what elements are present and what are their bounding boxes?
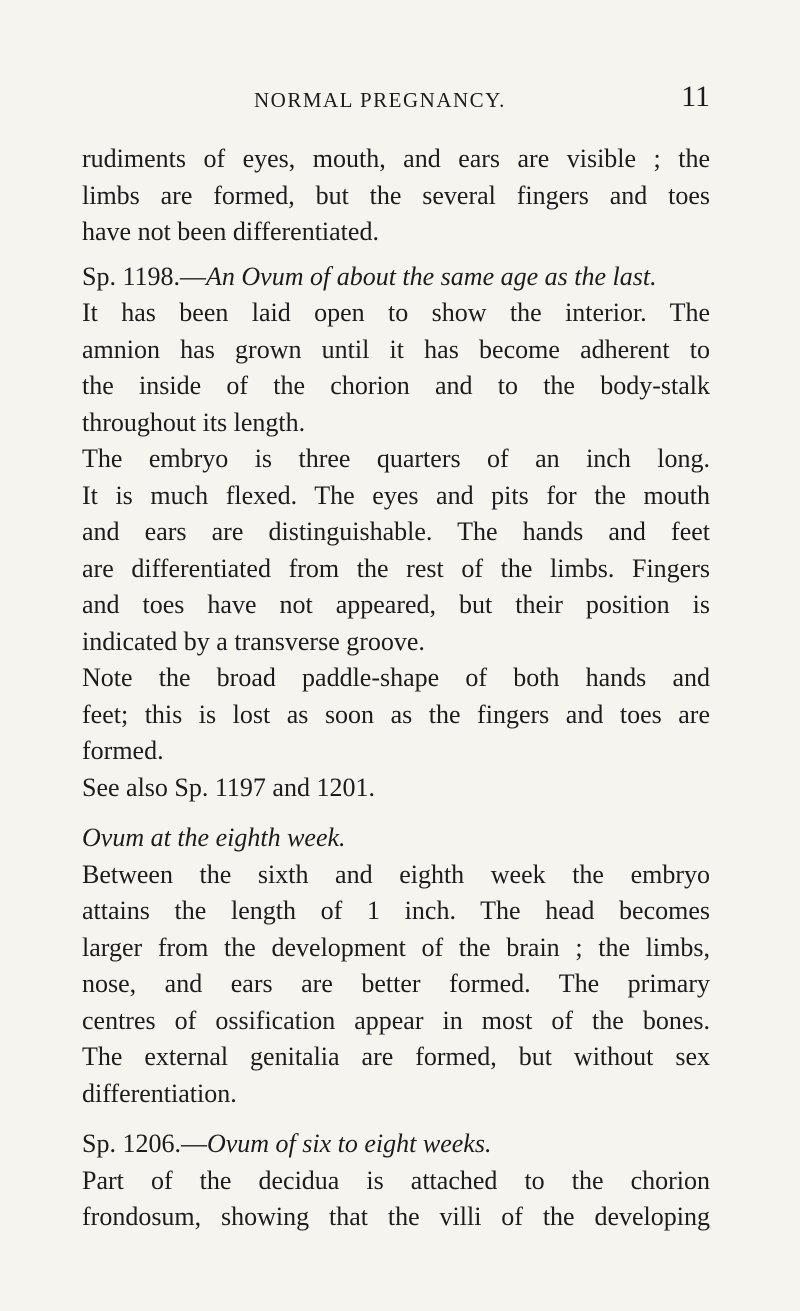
text-line: and toes have not appeared, but their position is bbox=[82, 590, 710, 619]
running-title: NORMAL PREGNANCY. bbox=[254, 88, 506, 112]
text-line: are differentiated from the rest of the limbs. Fingers bbox=[82, 553, 710, 583]
spacer bbox=[82, 251, 710, 259]
specimen-heading bbox=[82, 259, 710, 296]
text-line: larger from the development of the brain ; the limbs, bbox=[82, 932, 710, 962]
text-line: limbs are formed, but the several fingers and toes bbox=[82, 180, 710, 210]
specimen-1206 bbox=[82, 1126, 710, 1236]
text-line: It has been laid open to show the interior. The bbox=[82, 298, 710, 327]
text-line: attains the length of 1 inch. The head becomes bbox=[82, 896, 710, 925]
text-line: It is much flexed. The eyes and pits for the mouth bbox=[82, 480, 710, 510]
section-heading: Ovum at the eighth week. bbox=[82, 823, 346, 852]
text-line: amnion has grown until it has become adherent to bbox=[82, 334, 710, 364]
specimen-number: Sp. 1198. bbox=[82, 261, 180, 291]
spacer bbox=[82, 1112, 710, 1126]
body-text bbox=[82, 141, 710, 1236]
text-line: rudiments of eyes, mouth, and ears are visible ; the bbox=[82, 144, 710, 173]
specimen-heading bbox=[82, 1126, 710, 1163]
specimen-1198 bbox=[82, 259, 710, 807]
text-line: the inside of the chorion and to the body-stalk bbox=[82, 371, 710, 400]
text-line: throughout its length. bbox=[82, 407, 306, 437]
text-line: formed. bbox=[82, 736, 164, 765]
em-dash: — bbox=[180, 261, 206, 291]
specimen-title: Ovum of six to eight weeks. bbox=[206, 1129, 492, 1158]
text-line: feet; this is lost as soon as the fingers and toes are bbox=[82, 699, 710, 729]
text-line: and ears are distinguishable. The hands and feet bbox=[82, 517, 710, 546]
text-line: differentiation. bbox=[82, 1078, 237, 1108]
running-head bbox=[210, 80, 710, 120]
text-line: have not been differentiated. bbox=[82, 217, 379, 246]
text-line: Part of the decidua is attached to the chorion bbox=[82, 1165, 710, 1195]
specimen-number: Sp. 1206. bbox=[82, 1129, 181, 1158]
text-line: The external genitalia are formed, but without sex bbox=[82, 1042, 710, 1071]
spacer bbox=[82, 806, 710, 820]
text-line: frondosum, showing that the villi of the developing bbox=[82, 1202, 710, 1231]
text-line: Note the broad paddle-shape of both hands and bbox=[82, 663, 710, 692]
text-line: The embryo is three quarters of an inch long. bbox=[82, 444, 710, 473]
see-also: See also Sp. 1197 and 1201. bbox=[82, 772, 375, 802]
paragraph-rudiments bbox=[82, 141, 710, 251]
text-line: nose, and ears are better formed. The primary bbox=[82, 969, 710, 998]
page-number: 11 bbox=[681, 80, 710, 113]
em-dash: — bbox=[180, 1129, 207, 1158]
eighth-week-section bbox=[82, 820, 710, 1112]
text-line: indicated by a transverse groove. bbox=[82, 626, 425, 656]
text-line: Between the sixth and eighth week the embryo bbox=[82, 859, 710, 889]
text-line: centres of ossification appear in most of the bones. bbox=[82, 1005, 710, 1035]
specimen-title: An Ovum of about the same age as the last. bbox=[206, 261, 657, 291]
